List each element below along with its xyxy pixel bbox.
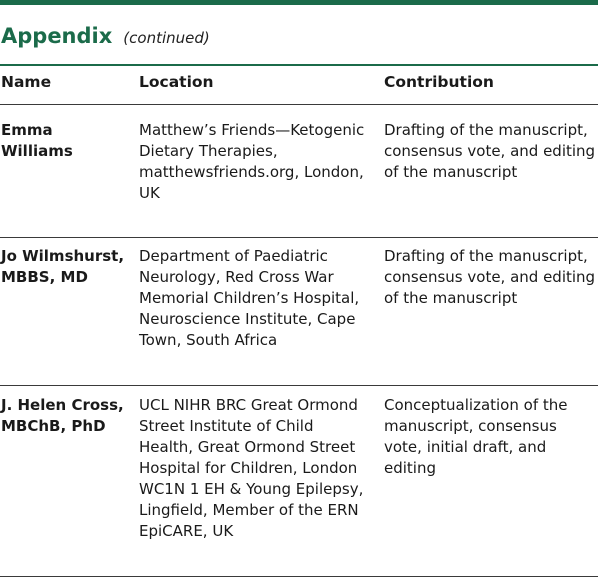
author-contribution: Drafting of the manuscript, consensus vote, and editing of the manuscript [384, 121, 596, 181]
top-accent-bar [0, 0, 598, 5]
appendix-heading [1, 24, 210, 48]
author-name: Jo Wilmshurst, MBBS, MD [1, 247, 125, 286]
author-contribution: Drafting of the manuscript, consensus vote, and editing of the manuscript [384, 247, 596, 307]
author-name: J. Helen Cross, MBChB, PhD [1, 396, 124, 435]
column-header-location: Location [139, 73, 214, 91]
row-divider [0, 237, 598, 238]
author-name: Emma Williams [1, 121, 73, 160]
column-header-contribution: Contribution [384, 73, 494, 91]
appendix-title: Appendix [1, 24, 113, 48]
author-location: UCL NIHR BRC Great Ormond Street Institute of Child Health, Great Ormond Street Hospital for Children, London WC1N 1 EH & Young Epilepsy, Lingfield, Member of the ERN EpiCARE, UK [139, 396, 364, 540]
author-contribution: Conceptualization of the manuscript, consensus vote, initial draft, and editing [384, 396, 568, 477]
table-bottom-rule [0, 576, 598, 577]
appendix-continued-label: (continued) [123, 29, 210, 47]
table-top-rule [0, 64, 598, 66]
author-location: Department of Paediatric Neurology, Red Cross War Memorial Children’s Hospital, Neuroscience Institute, Cape Town, South Africa [139, 247, 360, 349]
row-divider [0, 385, 598, 386]
column-header-name: Name [1, 73, 52, 91]
header-bottom-rule [0, 104, 598, 105]
author-location: Matthew’s Friends—Ketogenic Dietary Therapies, matthewsfriends.org, London, UK [139, 121, 365, 202]
